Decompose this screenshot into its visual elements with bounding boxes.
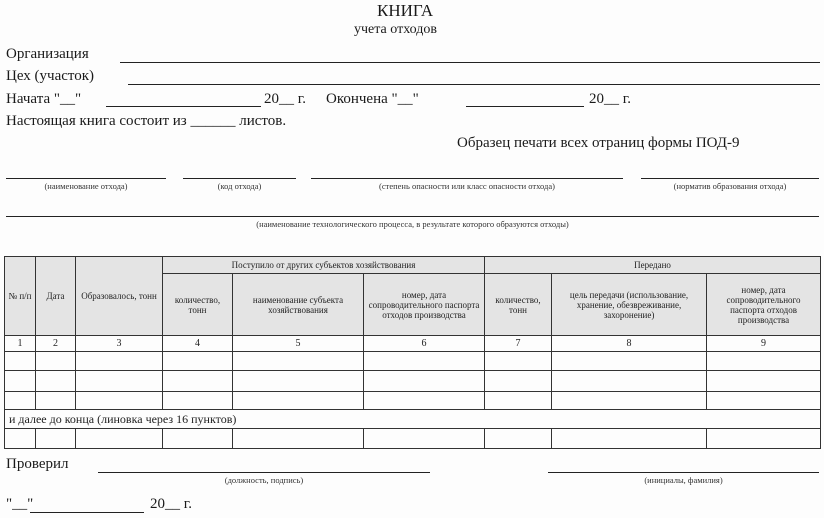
- organization-line: [120, 62, 820, 63]
- waste-name-line: [6, 178, 166, 179]
- book-consists-text: Настоящая книга состоит из ______ листов.: [6, 113, 287, 129]
- ended-line: [466, 106, 584, 107]
- waste-code-line: [183, 178, 296, 179]
- column-numbers-row: [5, 336, 821, 352]
- column-number: 6: [364, 336, 485, 352]
- column-number: 2: [36, 336, 76, 352]
- col-tr-doc-header: номер, дата сопроводительного паспорта отходов производства: [707, 274, 821, 336]
- table-row: [5, 429, 821, 449]
- table-row: [5, 371, 821, 392]
- col-recv-name-header: наименование субъекта хозяйствования: [233, 274, 364, 336]
- ended-year: 20__ г.: [589, 91, 631, 107]
- column-number: 9: [707, 336, 821, 352]
- checked-label: Проверил: [6, 456, 69, 472]
- col-tr-qty-header: количество, тонн: [485, 274, 552, 336]
- table-row: [5, 392, 821, 410]
- waste-norm-line: [641, 178, 819, 179]
- started-year: 20__ г.: [264, 91, 306, 107]
- col-tr-purpose-header: цель передачи (использование, хранение, обезвреживание, захоронение): [552, 274, 707, 336]
- group-received-header: Поступило от других субъектов хозяйствования: [163, 257, 485, 274]
- col-recv-qty-header: количество, тонн: [163, 274, 233, 336]
- col-formed-header: Образовалось, тонн: [76, 257, 163, 336]
- col-no-header: № п/п: [5, 257, 36, 336]
- hazard-class-line: [311, 178, 623, 179]
- hazard-class-caption: (степень опасности или класс опасности отхода): [379, 181, 555, 191]
- initials-line: [548, 472, 819, 473]
- sample-note: Образец печати всех отраниц формы ПОД-9: [457, 135, 740, 151]
- position-caption: (должность, подпись): [224, 475, 304, 485]
- footer-date-line: [30, 512, 144, 513]
- column-number: 4: [163, 336, 233, 352]
- position-line: [98, 472, 430, 473]
- process-name-line: [6, 216, 819, 217]
- waste-name-caption: (наименование отхода): [44, 181, 128, 191]
- continuation-note: и далее до конца (линовка через 16 пунктов): [5, 410, 821, 429]
- group-transferred-header: Передано: [485, 257, 821, 274]
- table-row: [5, 352, 821, 371]
- book-subtitle: учета отходов: [354, 22, 437, 37]
- footer-date-prefix: "__": [6, 496, 34, 512]
- waste-table: [4, 256, 821, 449]
- footer-date-year: 20__ г.: [150, 496, 192, 512]
- column-number: 7: [485, 336, 552, 352]
- ended-label: Окончена "__": [326, 91, 419, 107]
- column-number: 3: [76, 336, 163, 352]
- column-number: 5: [233, 336, 364, 352]
- process-name-caption: (наименование технологического процесса, в результате которого образуются отходы): [256, 219, 569, 229]
- waste-norm-caption: (норматив образования отхода): [673, 181, 787, 191]
- organization-label: Организация: [6, 46, 89, 62]
- col-recv-doc-header: номер, дата сопроводительного паспорта отходов производства: [364, 274, 485, 336]
- waste-code-caption: (код отхода): [217, 181, 262, 191]
- book-title: КНИГА: [377, 1, 434, 20]
- column-number: 1: [5, 336, 36, 352]
- started-label: Начата "__": [6, 91, 82, 107]
- column-number: 8: [552, 336, 707, 352]
- workshop-line: [128, 84, 820, 85]
- col-date-header: Дата: [36, 257, 76, 336]
- started-line: [106, 106, 261, 107]
- workshop-label: Цех (участок): [6, 68, 95, 84]
- initials-caption: (инициалы, фамилия): [644, 475, 723, 485]
